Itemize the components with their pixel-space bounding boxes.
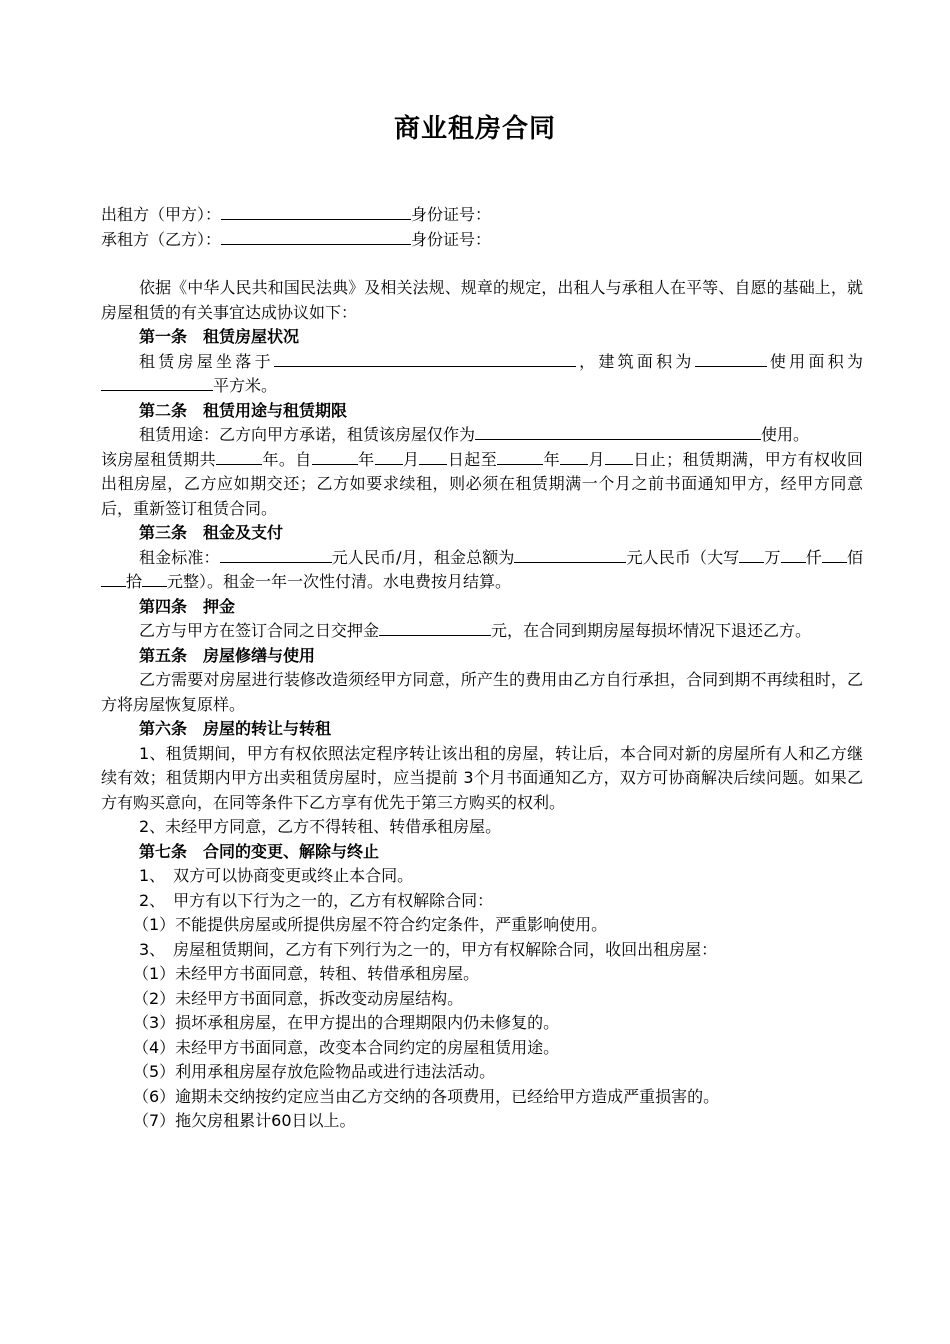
monthly-rent-blank[interactable] bbox=[220, 547, 332, 563]
year-label: 年 bbox=[357, 449, 375, 469]
article-6-para-2: 2、未经甲方同意，乙方不得转租、转借承租房屋。 bbox=[139, 817, 502, 836]
intro-paragraph: 依据《中华人民共和国民法典》及相关法规、规章的规定，出租人与承租人在平等、自愿的基础上，就房屋租赁的有关事宜达成协议如下： bbox=[101, 278, 863, 322]
term-label: 该房屋租赁期共 bbox=[101, 449, 217, 469]
article-6-para-1: 1、租赁期间，甲方有权依照法定程序转让该出租的房屋，转让后，本合同对新的房屋所有人和乙方继续有效；租赁期内甲方出卖租赁房屋时，应当提前 3个月书面通知乙方，双方可协商解决后续问题。如果乙方有购买意向，在同等条件下乙方享有优先于第三方购买的权利。 bbox=[101, 743, 863, 812]
party-b-blank[interactable] bbox=[221, 229, 411, 245]
list-item: 2、 甲方有以下行为之一的，乙方有权解除合同： bbox=[139, 890, 494, 910]
list-item: 3、 房屋租赁期间，乙方有下列行为之一的，甲方有权解除合同，收回出租房屋： bbox=[139, 939, 718, 959]
list-item: 1、 双方可以协商变更或终止本合同。 bbox=[139, 866, 414, 885]
article-2-title: 第二条 租赁用途与租赁期限 bbox=[139, 400, 348, 420]
art1-usable-label: 使用面积为 bbox=[766, 351, 863, 371]
payment-terms: 元整）。租金一年一次性付清。水电费按月结算。 bbox=[167, 572, 512, 591]
article-5-text: 乙方需要对房屋进行装修改造须经甲方同意，所产生的费用由乙方自行承担，合同到期不再续租时，乙方将房屋恢复原样。 bbox=[101, 670, 863, 714]
art2-use-suffix: 使用。 bbox=[761, 425, 810, 444]
article-2-term bbox=[101, 448, 863, 522]
party-a-id-label: 身份证号： bbox=[411, 205, 492, 224]
end-year-blank[interactable] bbox=[497, 449, 543, 465]
start-day-blank[interactable] bbox=[419, 449, 447, 465]
spacer bbox=[101, 252, 863, 276]
year-label: 年 bbox=[543, 449, 561, 469]
wan-blank[interactable] bbox=[739, 547, 764, 563]
article-6-title: 第六条 房屋的转让与转租 bbox=[139, 719, 332, 738]
list-item: （1）未经甲方书面同意，转租、转借承租房屋。 bbox=[133, 964, 480, 983]
article-4-text bbox=[101, 619, 863, 644]
end-month-blank[interactable] bbox=[560, 449, 588, 465]
from-label: 。自 bbox=[278, 449, 312, 469]
rent-total-label: 元人民币/月，租金总额为 bbox=[331, 547, 515, 567]
article-7-title: 第七条 合同的变更、解除与终止 bbox=[139, 841, 380, 861]
party-a-blank[interactable] bbox=[221, 204, 411, 220]
article-3-text bbox=[101, 546, 863, 595]
deposit-terms: 元，在合同到期房屋每损坏情况下退还乙方。 bbox=[491, 621, 812, 640]
art1-location-label: 租赁房屋坐落于 bbox=[139, 351, 274, 371]
yuan-blank[interactable] bbox=[142, 571, 167, 587]
end-day-blank[interactable] bbox=[605, 449, 633, 465]
article-2-use bbox=[101, 423, 863, 448]
list-item: （2）未经甲方书面同意，拆改变动房屋结构。 bbox=[133, 988, 464, 1008]
qian-blank[interactable] bbox=[781, 547, 806, 563]
document-body bbox=[101, 203, 863, 1134]
party-b-label: 承租方（乙方）： bbox=[101, 229, 222, 249]
term-years-blank[interactable] bbox=[216, 449, 262, 465]
document-title: 商业租房合同 bbox=[393, 114, 556, 144]
shi-blank[interactable] bbox=[101, 571, 126, 587]
article-5-title: 第五条 房屋修缮与使用 bbox=[139, 645, 316, 665]
to-label: 日起至 bbox=[447, 449, 498, 469]
capital-label: 元人民币（大写 bbox=[626, 547, 740, 567]
article-1-title: 第一条 租赁房屋状况 bbox=[139, 327, 300, 346]
usage-blank[interactable] bbox=[475, 424, 761, 440]
term-conditions: 日止；租赁期满，甲方有权收回出租房屋，乙方应如期交还；乙方如要求续租，则必须在租赁期满一个月之前书面通知甲方，经甲方同意后，重新签订租赁合同。 bbox=[101, 449, 863, 518]
bai-label: 佰 bbox=[846, 547, 863, 567]
building-area-blank[interactable] bbox=[695, 351, 767, 367]
deposit-label: 乙方与甲方在签订合同之日交押金 bbox=[139, 621, 380, 640]
start-month-blank[interactable] bbox=[375, 449, 403, 465]
party-b-line bbox=[101, 228, 863, 253]
list-item: （4）未经甲方书面同意，改变本合同约定的房屋租赁用途。 bbox=[133, 1037, 560, 1057]
location-blank[interactable] bbox=[274, 351, 576, 367]
bai-blank[interactable] bbox=[822, 547, 847, 563]
party-b-id-label: 身份证号： bbox=[411, 229, 492, 249]
art1-unit: 平方米。 bbox=[213, 376, 278, 395]
wan-label: 万 bbox=[764, 547, 781, 567]
article-4-title: 第四条 押金 bbox=[139, 596, 236, 616]
article-1-text bbox=[101, 350, 863, 399]
art2-use-label: 租赁用途：乙方向甲方承诺，租赁该房屋仅作为 bbox=[139, 425, 476, 444]
start-year-blank[interactable] bbox=[312, 449, 358, 465]
deposit-blank[interactable] bbox=[379, 620, 491, 636]
qian-label: 仟 bbox=[805, 547, 822, 567]
month-label: 月 bbox=[402, 449, 420, 469]
list-item: （1）不能提供房屋或所提供房屋不符合约定条件，严重影响使用。 bbox=[133, 915, 608, 934]
list-item: （5）利用承租房屋存放危险物品或进行违法活动。 bbox=[133, 1062, 496, 1081]
art1-area-label: ，建筑面积为 bbox=[575, 351, 695, 371]
list-item: （7）拖欠房租累计60日以上。 bbox=[133, 1111, 356, 1130]
usable-area-blank[interactable] bbox=[101, 375, 213, 391]
shi-label: 拾 bbox=[126, 572, 143, 591]
article-3-title: 第三条 租金及支付 bbox=[139, 523, 284, 542]
party-a-line bbox=[101, 203, 863, 228]
month-label: 月 bbox=[588, 449, 605, 469]
rent-standard-label: 租金标准： bbox=[139, 547, 220, 567]
party-a-label: 出租方（甲方）： bbox=[101, 205, 222, 224]
list-item: （6）逾期未交纳按约定应当由乙方交纳的各项费用，已经给甲方造成严重损害的。 bbox=[133, 1086, 720, 1106]
year-label: 年 bbox=[262, 449, 279, 469]
list-item: （3）损坏承租房屋，在甲方提出的合理期限内仍未修复的。 bbox=[133, 1013, 560, 1032]
total-rent-blank[interactable] bbox=[514, 547, 626, 563]
